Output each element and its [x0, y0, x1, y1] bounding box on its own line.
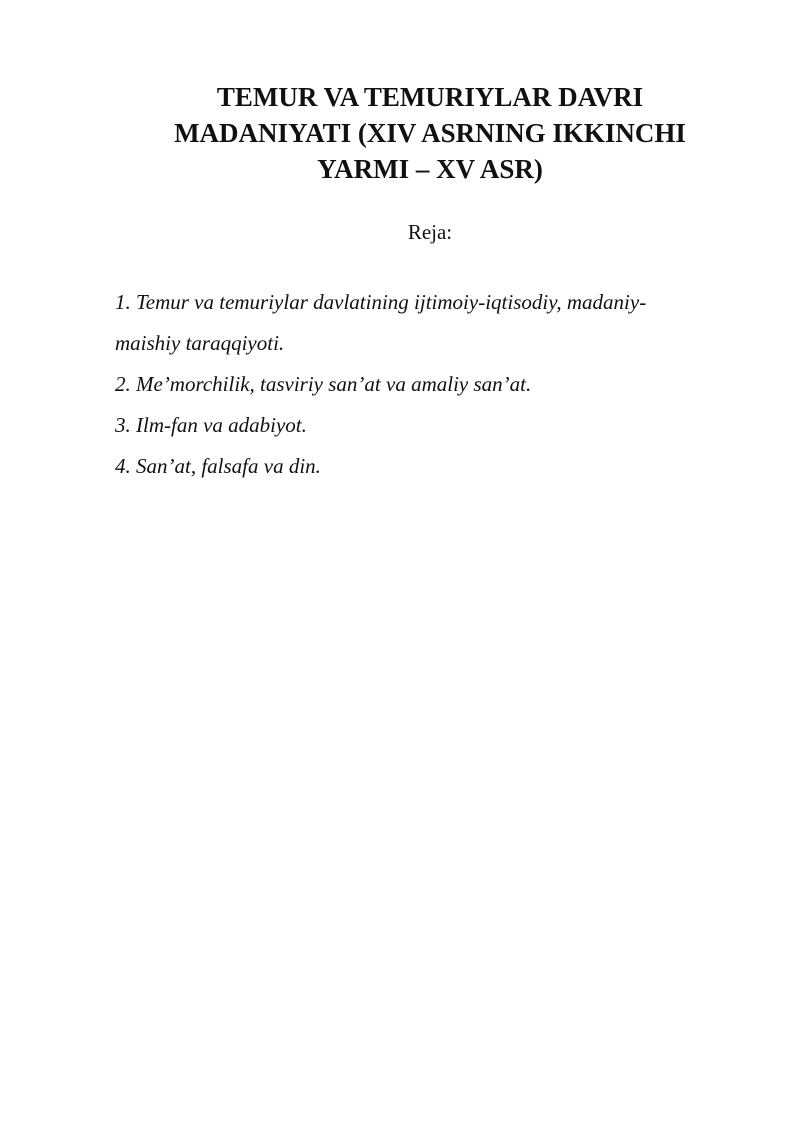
plan-item-1-line-2: maishiy taraqqiyoti. — [115, 331, 285, 355]
title-line-3: YARMI – XV ASR) — [317, 154, 543, 184]
plan-item-4-line-1: 4. San’at, falsafa va din. — [115, 454, 321, 478]
plan-list — [115, 282, 745, 487]
plan-item-1 — [115, 282, 745, 364]
plan-item-1-line-1: 1. Temur va temuriylar davlatining ijtimoiy-iqtisodiy, madaniy- — [115, 290, 647, 314]
document-title — [100, 79, 760, 187]
plan-item-3-line-1: 3. Ilm-fan va adabiyot. — [115, 413, 307, 437]
plan-item-2-line-1: 2. Me’morchilik, tasviriy san’at va amaliy san’at. — [115, 372, 532, 396]
plan-item-4 — [115, 446, 745, 487]
title-line-1: TEMUR VA TEMURIYLAR DAVRI — [216, 82, 644, 112]
plan-heading: Reja: — [407, 220, 453, 244]
plan-item-3 — [115, 405, 745, 446]
plan-item-2 — [115, 364, 745, 405]
title-line-2: MADANIYATI (XIV ASRNING IKKINCHI — [174, 118, 686, 148]
